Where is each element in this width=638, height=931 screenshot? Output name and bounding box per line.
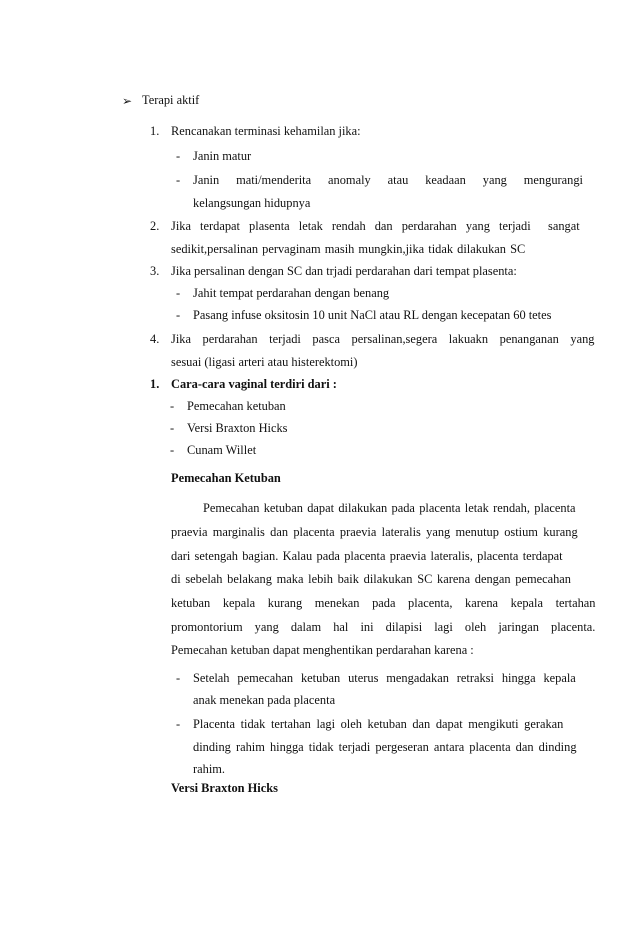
sub-dash: - xyxy=(170,421,175,435)
arrow-bullet-icon: ➢ xyxy=(122,94,133,108)
sub-item-text: Cunam Willet xyxy=(187,443,257,457)
paragraph-line: praevia marginalis dan placenta praevia lateralis yang menutup ostium kurang xyxy=(171,525,578,539)
subsection-title: Pemecahan Ketuban xyxy=(171,471,281,485)
continuation-text: sesuai (ligasi arteri atau histerektomi) xyxy=(171,355,358,369)
sub-dash: - xyxy=(170,443,175,457)
word: yang xyxy=(482,173,507,187)
continuation-text: kelangsungan hidupnya xyxy=(193,196,311,210)
section-title: Cara-cara vaginal terdiri dari : xyxy=(171,377,337,391)
sub-dash: - xyxy=(176,717,181,731)
bullet-line: Setelah pemecahan ketuban uterus mengadakan retraksi hingga kepala xyxy=(193,671,576,685)
sub-dash: - xyxy=(170,399,175,413)
sub-dash: - xyxy=(176,671,181,685)
bullet-line: anak menekan pada placenta xyxy=(193,693,336,707)
sub-item-text: Janin matur xyxy=(193,149,252,163)
sub-dash: - xyxy=(176,149,181,163)
sub-dash: - xyxy=(176,308,181,322)
sub-dash: - xyxy=(176,286,181,300)
sub-item-text: Pemecahan ketuban xyxy=(187,399,286,413)
paragraph-line: ketuban kepala kurang menekan pada placenta, karena kepala tertahan xyxy=(171,596,596,610)
list-item-text: Jika persalinan dengan SC dan trjadi perdarahan dari tempat plasenta: xyxy=(171,264,517,278)
bullet-line: dinding rahim hingga tidak terjadi pergeseran antara placenta dan dinding xyxy=(193,740,577,754)
word: atau xyxy=(387,173,409,187)
sub-item-text: Versi Braxton Hicks xyxy=(187,421,288,435)
word: keadaan xyxy=(425,173,466,187)
continuation-text: sedikit,persalinan pervaginam masih mungkin,jika tidak dilakukan SC xyxy=(171,242,526,256)
subsection-title: Versi Braxton Hicks xyxy=(171,781,278,795)
sub-item-text: Pasang infuse oksitosin 10 unit NaCl atau RL dengan kecepatan 60 tetes xyxy=(193,308,552,322)
word: mengurangi xyxy=(523,173,583,187)
justified-line xyxy=(193,172,583,188)
list-item-text: Jika perdarahan terjadi pasca persalinan,segera lakuakn penanganan yang xyxy=(171,332,595,346)
paragraph-line: Pemecahan ketuban dapat menghentikan perdarahan karena : xyxy=(171,643,474,657)
bullet-line: Placenta tidak tertahan lagi oleh ketuban dan dapat mengikuti gerakan xyxy=(193,717,564,731)
paragraph-line: Pemecahan ketuban dapat dilakukan pada placenta letak rendah, placenta xyxy=(203,501,576,515)
paragraph-line: promontorium yang dalam hal ini dilapisi lagi oleh jaringan placenta. xyxy=(171,620,596,634)
list-item-text-end: sangat xyxy=(548,219,580,233)
list-number: 2. xyxy=(150,219,160,233)
list-number: 4. xyxy=(150,332,160,346)
word: mati/menderita xyxy=(236,173,312,187)
word: Janin xyxy=(193,173,220,187)
section-number: 1. xyxy=(150,377,160,391)
paragraph-line: di sebelah belakang maka lebih baik dilakukan SC karena dengan pemecahan xyxy=(171,572,571,586)
list-number: 1. xyxy=(150,124,160,138)
list-item-text: Rencanakan terminasi kehamilan jika: xyxy=(171,124,361,138)
section-heading: Terapi aktif xyxy=(142,93,200,107)
paragraph-line: dari setengah bagian. Kalau pada placenta praevia lateralis, placenta terdapat xyxy=(171,549,563,563)
sub-item-text: Jahit tempat perdarahan dengan benang xyxy=(193,286,390,300)
sub-dash: - xyxy=(176,173,181,187)
list-item-text: Jika terdapat plasenta letak rendah dan perdarahan yang terjadi xyxy=(171,219,531,233)
list-number: 3. xyxy=(150,264,160,278)
word: anomaly xyxy=(328,173,371,187)
bullet-line: rahim. xyxy=(193,762,225,776)
